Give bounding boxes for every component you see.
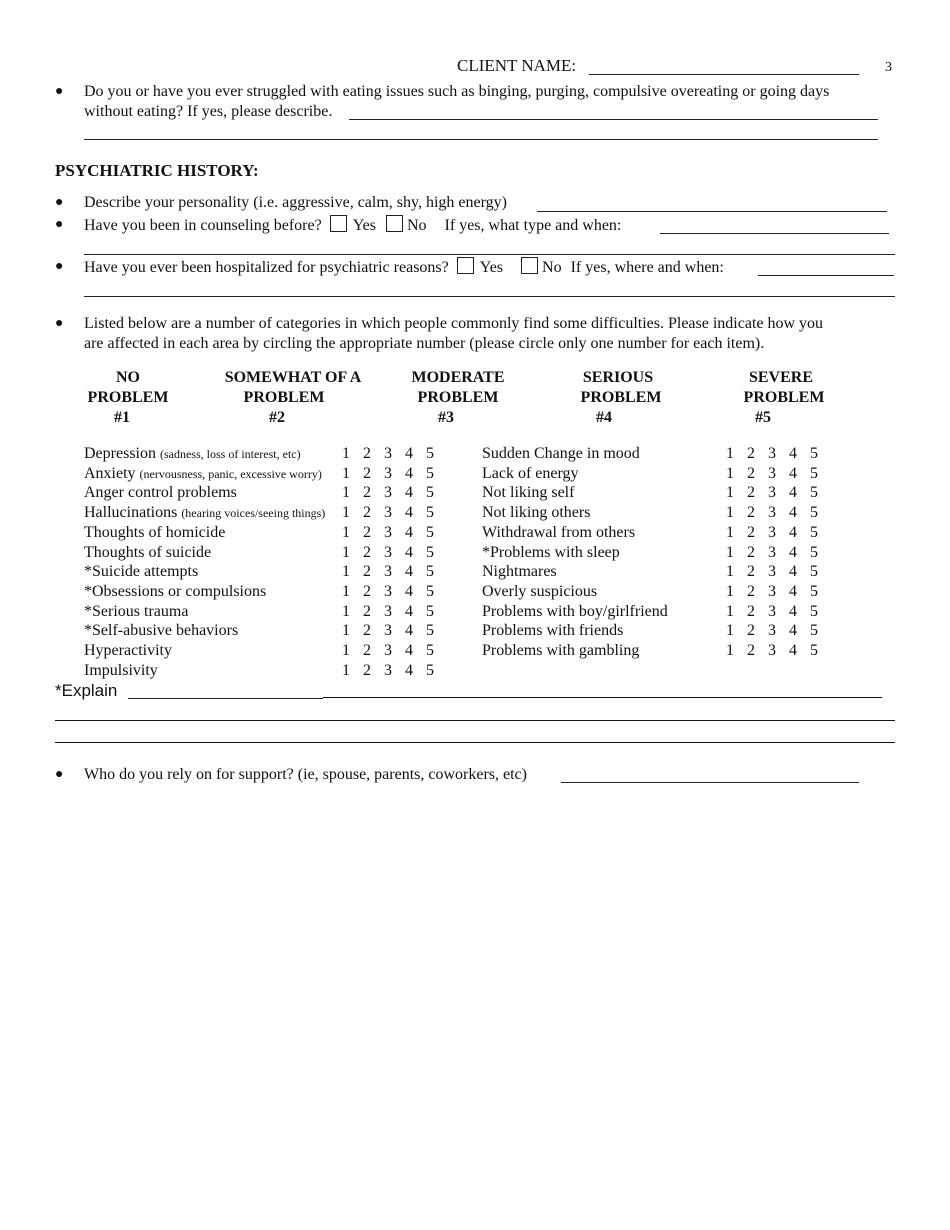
left-item-label: Thoughts of homicide — [84, 523, 226, 541]
left-item-rating[interactable] — [342, 621, 447, 641]
rating-option[interactable]: 1 — [726, 464, 734, 482]
explain-line[interactable] — [323, 697, 882, 698]
bullet-icon: ● — [55, 767, 64, 782]
rating-option[interactable]: 2 — [363, 504, 371, 522]
hospital-row — [84, 257, 724, 278]
rating-option[interactable]: 5 — [810, 602, 818, 620]
rating-option[interactable]: 2 — [747, 563, 755, 581]
rating-option[interactable]: 5 — [810, 582, 818, 600]
left-item-label: Thoughts of suicide — [84, 543, 212, 561]
rating-option[interactable]: 2 — [363, 642, 371, 659]
right-item-rating[interactable] — [726, 641, 831, 661]
rating-option[interactable]: 3 — [384, 622, 392, 640]
rating-option[interactable]: 3 — [384, 661, 392, 679]
rating-option[interactable]: 1 — [342, 543, 350, 561]
support-answer-line[interactable] — [561, 782, 859, 783]
rating-option[interactable]: 4 — [405, 582, 413, 600]
rating-option[interactable]: 4 — [405, 445, 413, 462]
rating-option[interactable]: 1 — [726, 445, 734, 462]
rating-option[interactable]: 5 — [810, 563, 818, 581]
rating-option[interactable]: 2 — [747, 602, 755, 620]
rating-option[interactable]: 2 — [747, 543, 755, 561]
left-item-label: Hyperactivity — [84, 642, 172, 659]
rating-option[interactable]: 3 — [384, 523, 392, 541]
hospital-answer-line[interactable] — [758, 275, 894, 276]
rating-option[interactable]: 3 — [768, 445, 776, 462]
left-item-rating[interactable] — [342, 444, 447, 464]
rating-option[interactable]: 1 — [726, 642, 734, 659]
rating-option[interactable]: 4 — [405, 504, 413, 522]
rating-option[interactable]: 5 — [426, 602, 434, 620]
rating-option[interactable]: 2 — [363, 523, 371, 541]
rating-option[interactable]: 2 — [747, 464, 755, 482]
hospital-no-label: No — [542, 259, 562, 276]
counseling-answer-line-2[interactable] — [84, 254, 895, 255]
scale-header-3: MODERATE PROBLEM #3 — [411, 369, 505, 426]
scale-header-5: SEVERE PROBLEM #5 — [743, 369, 825, 426]
counseling-answer-line[interactable] — [660, 233, 889, 234]
rating-option[interactable]: 5 — [426, 661, 434, 679]
rating-option[interactable]: 5 — [426, 582, 434, 600]
rating-option[interactable]: 2 — [363, 464, 371, 482]
rating-option[interactable]: 3 — [768, 464, 776, 482]
counseling-no-label: No — [406, 217, 427, 234]
rating-option[interactable]: 2 — [363, 563, 371, 581]
hospital-yes-label: Yes — [479, 259, 504, 276]
rating-option[interactable]: 2 — [363, 484, 371, 502]
rating-option[interactable]: 2 — [363, 543, 371, 561]
rating-option[interactable]: 1 — [726, 582, 734, 600]
right-item-rating[interactable] — [726, 562, 831, 582]
right-item-label: *Problems with sleep — [482, 543, 620, 561]
rating-option[interactable]: 5 — [426, 642, 434, 659]
rating-option[interactable]: 5 — [426, 622, 434, 640]
rating-option[interactable]: 3 — [384, 445, 392, 462]
hospital-question: Have you ever been hospitalized for psychiatric reasons? — [84, 259, 449, 276]
rating-option[interactable]: 2 — [747, 445, 755, 462]
rating-option[interactable]: 4 — [789, 563, 797, 581]
rating-option[interactable]: 2 — [747, 642, 755, 659]
rating-option[interactable]: 5 — [810, 464, 818, 482]
right-item-rating[interactable] — [726, 444, 831, 464]
explain-line-3[interactable] — [55, 742, 895, 743]
right-item-rating[interactable] — [726, 543, 831, 563]
right-item-rating[interactable] — [726, 464, 831, 484]
rating-option[interactable]: 1 — [726, 543, 734, 561]
counseling-yes-checkbox[interactable] — [330, 215, 347, 232]
left-item-rating[interactable] — [342, 503, 447, 523]
rating-option[interactable]: 4 — [405, 464, 413, 482]
rating-option[interactable]: 4 — [405, 602, 413, 620]
rating-option[interactable]: 3 — [768, 642, 776, 659]
rating-option[interactable]: 1 — [726, 484, 734, 502]
rating-option[interactable]: 5 — [426, 504, 434, 522]
categories-instructions-line1: Listed below are a number of categories in which people commonly find some difficulties. Please indicate how you — [84, 315, 824, 332]
rating-option[interactable]: 4 — [789, 622, 797, 640]
rating-option[interactable]: 1 — [726, 523, 734, 541]
rating-option[interactable]: 1 — [342, 504, 350, 522]
rating-option[interactable]: 5 — [426, 445, 434, 462]
rating-option[interactable]: 2 — [747, 582, 755, 600]
rating-option[interactable]: 1 — [342, 563, 350, 581]
left-item-rating[interactable] — [342, 543, 447, 563]
rating-option[interactable]: 5 — [810, 484, 818, 502]
rating-option[interactable]: 5 — [810, 622, 818, 640]
counseling-row — [84, 215, 621, 236]
rating-option[interactable]: 1 — [342, 622, 350, 640]
left-item-label: Depression (sadness, loss of interest, etc) — [84, 445, 301, 462]
rating-option[interactable]: 4 — [789, 464, 797, 482]
rating-option[interactable]: 3 — [384, 464, 392, 482]
rating-option[interactable]: 3 — [768, 484, 776, 502]
rating-option[interactable]: 5 — [426, 563, 434, 581]
rating-option[interactable]: 4 — [789, 602, 797, 620]
right-item-label: Nightmares — [482, 563, 557, 581]
rating-option[interactable]: 5 — [810, 642, 818, 659]
page-number: 3 — [885, 60, 892, 75]
rating-option[interactable]: 5 — [426, 523, 434, 541]
right-item-rating[interactable] — [726, 602, 831, 622]
rating-option[interactable]: 2 — [363, 622, 371, 640]
rating-option[interactable]: 3 — [768, 602, 776, 620]
rating-option[interactable]: 2 — [363, 602, 371, 620]
rating-option[interactable]: 5 — [426, 484, 434, 502]
explain-line-start[interactable] — [128, 698, 323, 699]
support-question: Who do you rely on for support? (ie, spouse, parents, coworkers, etc) — [84, 766, 527, 783]
rating-option[interactable]: 3 — [384, 543, 392, 561]
rating-option[interactable]: 3 — [384, 602, 392, 620]
rating-option[interactable]: 4 — [405, 661, 413, 679]
personality-answer-line[interactable] — [537, 211, 887, 212]
rating-option[interactable]: 4 — [789, 484, 797, 502]
right-item-label: Problems with friends — [482, 622, 624, 640]
rating-option[interactable]: 1 — [342, 642, 350, 659]
rating-option[interactable]: 4 — [789, 445, 797, 462]
rating-option[interactable]: 4 — [405, 563, 413, 581]
left-item-label: Anger control problems — [84, 484, 237, 502]
rating-option[interactable]: 3 — [768, 622, 776, 640]
section-heading: PSYCHIATRIC HISTORY: — [55, 161, 259, 180]
rating-option[interactable]: 1 — [726, 602, 734, 620]
rating-option[interactable]: 3 — [384, 504, 392, 522]
bullet-icon: ● — [55, 259, 64, 274]
right-item-rating[interactable] — [726, 503, 831, 523]
rating-option[interactable]: 3 — [384, 582, 392, 600]
explain-label: *Explain — [55, 681, 118, 700]
categories-instructions-line2: are affected in each area by circling the appropriate number (please circle only one number for each item). — [84, 335, 765, 352]
rating-option[interactable]: 2 — [363, 661, 371, 679]
hospital-followup: If yes, where and when: — [570, 259, 724, 276]
rating-option[interactable]: 3 — [384, 563, 392, 581]
counseling-question: Have you been in counseling before? — [84, 217, 322, 234]
rating-option[interactable]: 4 — [405, 484, 413, 502]
rating-option[interactable]: 3 — [384, 642, 392, 659]
rating-option[interactable]: 1 — [726, 504, 734, 522]
bullet-icon: ● — [55, 316, 64, 331]
hospital-no-checkbox[interactable] — [521, 257, 538, 274]
rating-option[interactable]: 3 — [768, 543, 776, 561]
eating-question-line2: without eating? If yes, please describe. — [84, 103, 333, 120]
right-item-rating[interactable] — [726, 483, 831, 503]
right-item-rating[interactable] — [726, 582, 831, 602]
rating-option[interactable]: 1 — [342, 661, 350, 679]
rating-option[interactable]: 2 — [363, 582, 371, 600]
left-item-rating[interactable] — [342, 523, 447, 543]
right-item-rating[interactable] — [726, 621, 831, 641]
personality-question: Describe your personality (i.e. aggressive, calm, shy, high energy) — [84, 194, 507, 211]
rating-option[interactable]: 1 — [342, 523, 350, 541]
right-item-label: Not liking others — [482, 504, 591, 522]
rating-option[interactable]: 5 — [426, 464, 434, 482]
left-item-rating[interactable] — [342, 641, 447, 661]
rating-option[interactable]: 3 — [768, 563, 776, 581]
left-item-rating[interactable] — [342, 464, 447, 484]
right-item-label: Not liking self — [482, 484, 575, 502]
eating-question-line1: Do you or have you ever struggled with eating issues such as binging, purging, compulsive overeating or going days — [84, 83, 830, 100]
rating-option[interactable]: 1 — [342, 484, 350, 502]
rating-option[interactable]: 3 — [768, 582, 776, 600]
left-item-label: Anxiety (nervousness, panic, excessive worry) — [84, 464, 322, 482]
hospital-answer-line-2[interactable] — [84, 296, 895, 297]
rating-option[interactable]: 2 — [747, 484, 755, 502]
rating-option[interactable]: 1 — [342, 445, 350, 462]
rating-option[interactable]: 1 — [342, 582, 350, 600]
rating-option[interactable]: 3 — [768, 504, 776, 522]
rating-option[interactable]: 1 — [726, 622, 734, 640]
rating-option[interactable]: 4 — [789, 523, 797, 541]
left-item-label: Impulsivity — [84, 661, 158, 679]
eating-answer-line[interactable] — [349, 119, 878, 120]
left-item-rating[interactable] — [342, 661, 447, 681]
left-item-label: *Suicide attempts — [84, 563, 199, 581]
rating-option[interactable]: 5 — [810, 504, 818, 522]
rating-option[interactable]: 4 — [405, 523, 413, 541]
rating-option[interactable]: 5 — [426, 543, 434, 561]
client-name-label: CLIENT NAME: — [457, 56, 577, 75]
rating-option[interactable]: 4 — [405, 642, 413, 659]
counseling-followup: If yes, what type and when: — [444, 217, 622, 234]
right-item-label: Overly suspicious — [482, 582, 598, 600]
eating-answer-line-2[interactable] — [84, 139, 878, 140]
rating-option[interactable]: 2 — [747, 622, 755, 640]
scale-header-2: SOMEWHAT OF A PROBLEM #2 — [224, 369, 362, 426]
left-item-rating[interactable] — [342, 562, 447, 582]
right-item-label: Withdrawal from others — [482, 523, 636, 541]
left-item-rating[interactable] — [342, 602, 447, 622]
left-item-rating[interactable] — [342, 483, 447, 503]
rating-option[interactable]: 1 — [342, 602, 350, 620]
explain-line-2[interactable] — [55, 720, 895, 721]
hospital-yes-checkbox[interactable] — [457, 257, 474, 274]
rating-option[interactable]: 4 — [405, 622, 413, 640]
scale-header-1: NO PROBLEM #1 — [87, 369, 169, 426]
rating-option[interactable]: 4 — [405, 543, 413, 561]
rating-option[interactable]: 4 — [789, 504, 797, 522]
rating-option[interactable]: 2 — [363, 445, 371, 462]
rating-option[interactable]: 5 — [810, 445, 818, 462]
rating-option[interactable]: 2 — [747, 523, 755, 541]
right-item-label: Problems with boy/girlfriend — [482, 602, 668, 620]
bullet-icon: ● — [55, 195, 64, 210]
scale-header-4: SERIOUS PROBLEM #4 — [580, 369, 662, 426]
rating-option[interactable]: 5 — [810, 523, 818, 541]
counseling-yes-label: Yes — [352, 217, 376, 234]
rating-option[interactable]: 3 — [384, 484, 392, 502]
right-item-label: Sudden Change in mood — [482, 445, 640, 462]
rating-option[interactable]: 2 — [747, 504, 755, 522]
rating-option[interactable]: 4 — [789, 642, 797, 659]
left-item-label: *Serious trauma — [84, 602, 189, 620]
client-name-field[interactable] — [589, 74, 859, 75]
rating-option[interactable]: 4 — [789, 582, 797, 600]
left-item-label: *Obsessions or compulsions — [84, 582, 267, 600]
left-item-rating[interactable] — [342, 582, 447, 602]
rating-option[interactable]: 1 — [342, 464, 350, 482]
right-item-label: Problems with gambling — [482, 642, 640, 659]
left-item-label: Hallucinations (hearing voices/seeing things) — [84, 504, 326, 522]
left-item-label: *Self-abusive behaviors — [84, 622, 239, 640]
rating-option[interactable]: 4 — [789, 543, 797, 561]
rating-option[interactable]: 3 — [768, 523, 776, 541]
right-item-label: Lack of energy — [482, 464, 579, 482]
rating-option[interactable]: 1 — [726, 563, 734, 581]
bullet-icon: ● — [55, 84, 64, 99]
right-item-rating[interactable] — [726, 523, 831, 543]
bullet-icon: ● — [55, 217, 64, 232]
counseling-no-checkbox[interactable] — [386, 215, 403, 232]
rating-option[interactable]: 5 — [810, 543, 818, 561]
